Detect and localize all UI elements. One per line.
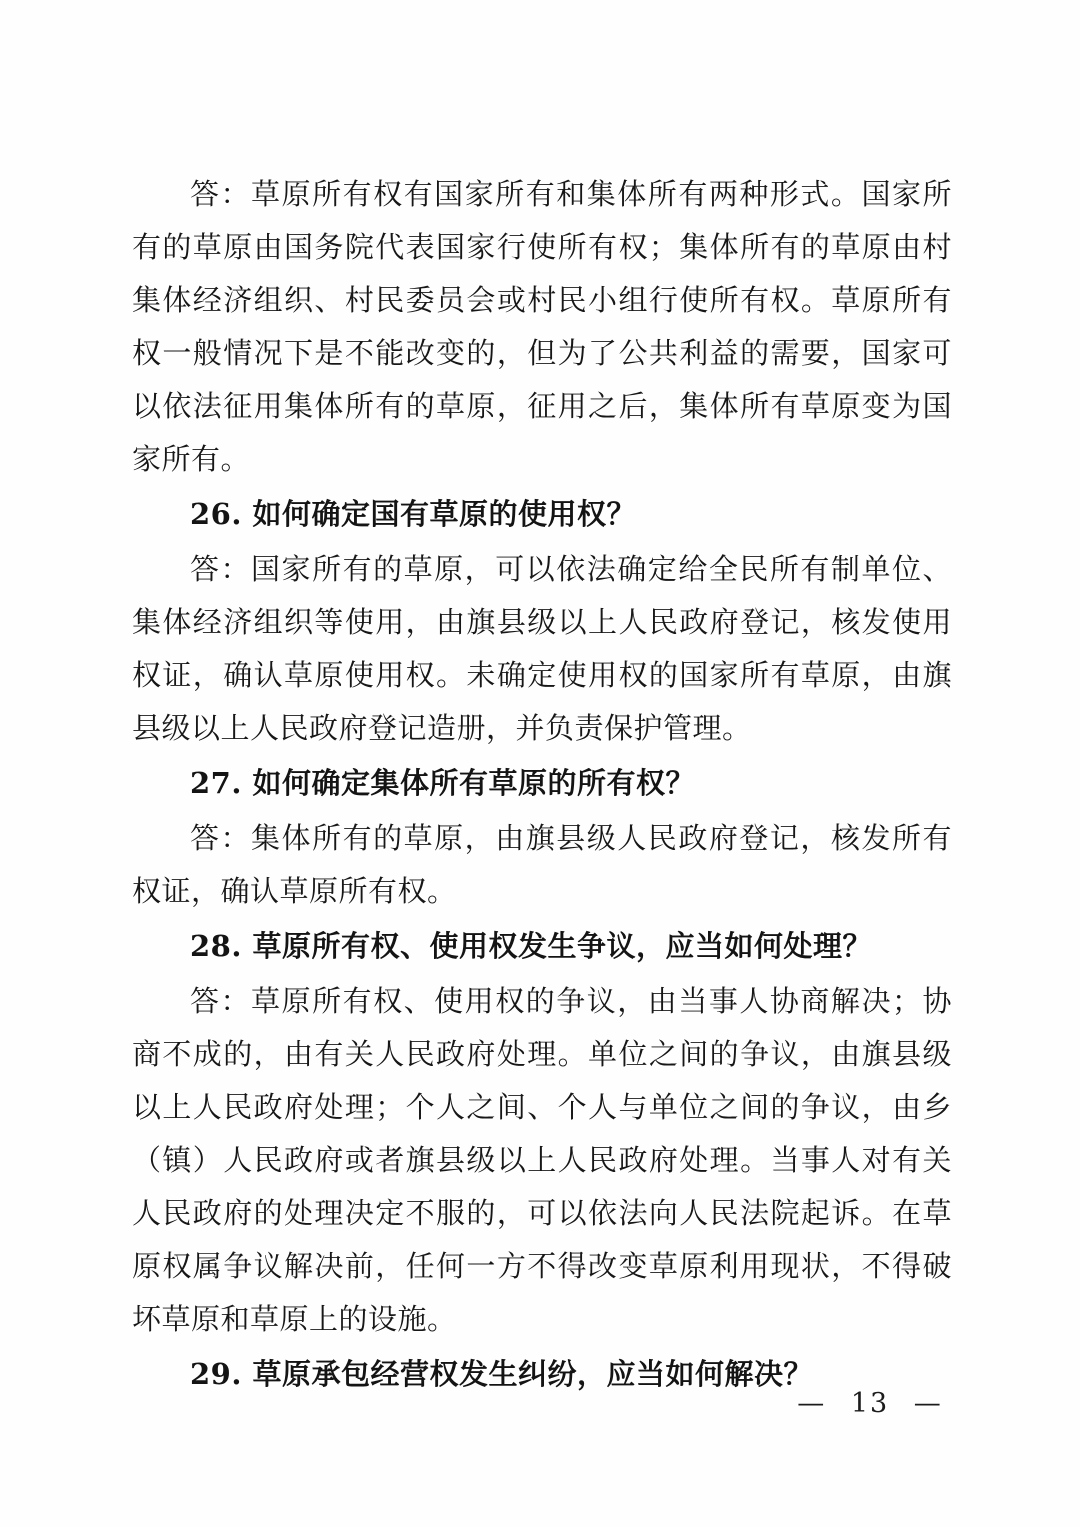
question-heading-28: 28. 草原所有权、使用权发生争议，应当如何处理？ [190,929,873,963]
footer-dash-left: — [797,1388,827,1419]
question-heading-26: 26. 如何确定国有草原的使用权？ [190,497,637,531]
page-body [132,168,952,1403]
answer-paragraph-26: 答：国家所有的草原，可以依法确定给全民所有制单位、集体经济组织等使用，由旗县级以上人民政府登记，核发使用权证，确认草原使用权。未确定使用权的国家所有草原，由旗县级以上人民政府登记造册，并负责保护管理。 [132,552,952,745]
answer-paragraph-25: 答：草原所有权有国家所有和集体所有两种形式。国家所有的草原由国务院代表国家行使所有权；集体所有的草原由村集体经济组织、村民委员会或村民小组行使所有权。草原所有权一般情况下是不能改变的，但为了公共利益的需要，国家可以依法征用集体所有的草原，征用之后，集体所有草原变为国家所有。 [132,177,952,476]
answer-paragraph-28: 答：草原所有权、使用权的争议，由当事人协商解决；协商不成的，由有关人民政府处理。单位之间的争议，由旗县级以上人民政府处理；个人之间、个人与单位之间的争议，由乡（镇）人民政府或者旗县级以上人民政府处理。当事人对有关人民政府的处理决定不服的，可以依法向人民法院起诉。在草原权属争议解决前，任何一方不得改变草原利用现状，不得破坏草原和草原上的设施。 [132,984,952,1336]
page-number: 13 [850,1388,890,1419]
page-footer [0,1388,1080,1419]
footer-dash-right: — [913,1388,943,1419]
question-heading-27: 27. 如何确定集体所有草原的所有权？ [190,766,696,800]
page-footer-inner [797,1388,943,1419]
answer-paragraph-27: 答：集体所有的草原，由旗县级人民政府登记，核发所有权证，确认草原所有权。 [132,821,952,908]
question-heading-29: 29. 草原承包经营权发生纠纷，应当如何解决？ [190,1357,814,1391]
